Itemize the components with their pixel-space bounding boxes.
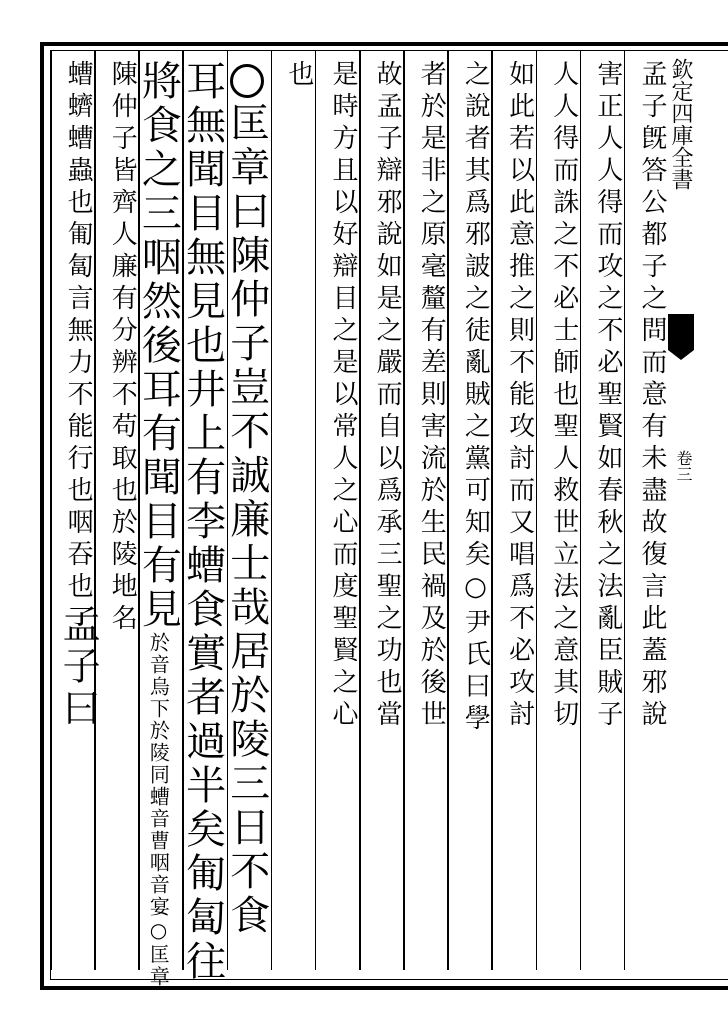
margin-volume: 卷三 [674, 450, 693, 482]
column-text: 螬蠐螬蟲也匍匐言無力不能行也咽吞也 [63, 60, 94, 604]
margin-title: 欽定四庫全書 [668, 58, 693, 190]
text-columns [50, 60, 668, 988]
column-text: 也 [283, 60, 314, 92]
text-column [582, 60, 622, 980]
column-text: 之說者其爲邪詖之徒亂賊之黨可知矣○尹氏曰學 [460, 60, 491, 736]
circle-mark-icon [230, 64, 264, 98]
margin-strip [668, 50, 692, 980]
column-tail-text: 孟子曰 [56, 604, 101, 730]
text-column [449, 60, 489, 980]
text-column [273, 60, 313, 980]
text-column [135, 60, 182, 988]
column-text: 是時方且以好辯目之是以常人之心而度聖賢之心 [327, 60, 358, 732]
text-column [405, 60, 445, 980]
column-text: 故孟子辯邪說如是之嚴而自以爲承三聖之功也當 [372, 60, 403, 732]
text-column [538, 60, 578, 980]
text-column [52, 60, 101, 980]
column-text: 如此若以此意推之則不能攻討而又唱爲不必攻討 [504, 60, 535, 732]
column-text: 耳無聞目無見也井上有李螬食實者過半矣匍匐往 [179, 60, 226, 984]
column-text: 陳仲子皆齊人廉有分辨不苟取也於陵地名 [107, 60, 138, 636]
column-text: 者於是非之原毫釐有差則害流於生民禍及於後世 [416, 60, 447, 732]
text-column [361, 60, 401, 980]
text-column [626, 60, 666, 980]
column-text: 害正人人得而攻之不必聖賢如春秋之法亂臣賊子 [592, 60, 623, 732]
column-text: 匡章曰陳仲子豈不誠廉士哉居於陵三日不食 [223, 102, 270, 938]
text-column [96, 60, 136, 980]
column-text: 孟子旣答公都子之問而意有未盡故復言此蓋邪說 [636, 60, 667, 732]
text-column [317, 60, 357, 980]
column-text: 將食之三咽然後耳有聞目有見 [135, 60, 182, 632]
fishtail-mark [668, 314, 694, 350]
text-column [493, 60, 533, 980]
text-column [223, 60, 270, 980]
column-text: 人人得而誅之不必士師也聖人救世立法之意其切 [548, 60, 579, 732]
text-column [179, 60, 226, 984]
column-annotation: 於音烏下於陵同螬音曹咽音宴○匡章 [146, 632, 171, 988]
